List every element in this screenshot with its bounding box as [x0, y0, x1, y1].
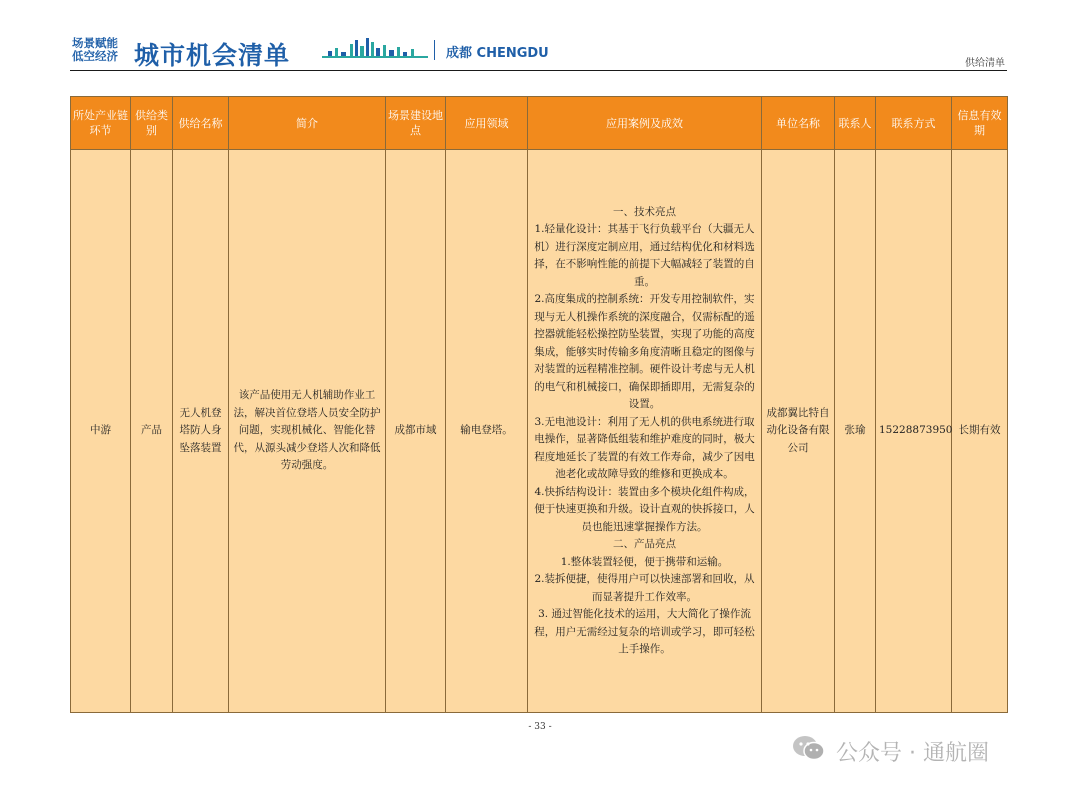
page-header	[70, 30, 1007, 71]
col-header-cases: 应用案例及成效	[528, 97, 762, 150]
col-header-location: 场景建设地点	[386, 97, 446, 150]
brand-slogan	[72, 37, 118, 63]
wechat-icon	[792, 734, 826, 768]
col-header-intro: 简介	[229, 97, 386, 150]
skyline-icon	[322, 36, 428, 66]
cell-intro: 该产品使用无人机辅助作业工法，解决首位登塔人员安全防护问题，实现机械化、智能化替代，从源头减少登塔人次和降低劳动强度。	[229, 150, 386, 713]
col-header-validity: 信息有效期	[952, 97, 1008, 150]
city-label: 成都 CHENGDU	[446, 46, 549, 61]
brand-line-1: 场景赋能	[72, 36, 118, 50]
case-line: 一、技术亮点	[613, 205, 676, 218]
watermark-text: 公众号 · 通航圈	[836, 740, 989, 766]
cell-location: 成都市域	[386, 150, 446, 713]
case-line: 2.高度集成的控制系统：开发专用控制软件，实现与无人机操作系统的深度融合，仅需标配的遥控器就能轻松操控防坠装置，实现了功能的高度集成，能够实时传输多角度清晰且稳定的图像与对装置的远程精准控制。硬件设计考虑与无人机的电气和机械接口，确保即插即用，无需复杂的设置。	[534, 293, 755, 410]
cell-category: 产品	[131, 150, 173, 713]
page-title: 城市机会清单	[134, 41, 291, 70]
cell-name: 无人机登塔防人身坠落装置	[173, 150, 229, 713]
table-header-row	[71, 97, 1008, 150]
col-header-name: 供给名称	[173, 97, 229, 150]
case-line: 3.无电池设计：利用了无人机的供电系统进行取电操作，显著降低组装和维护难度的同时，极大程度地延长了装置的有效工作寿命，减少了因电池老化或故障导致的维修和更换成本。	[534, 415, 755, 480]
cell-field: 输电登塔。	[446, 150, 528, 713]
cell-validity: 长期有效	[952, 150, 1008, 713]
case-line: 1.整体装置轻便，便于携带和运输。	[560, 555, 729, 568]
col-header-phone: 联系方式	[876, 97, 952, 150]
header-divider	[434, 40, 435, 60]
supply-table	[70, 96, 1008, 713]
case-line: 1.轻量化设计：其基于飞行负载平台（大疆无人机）进行深度定制应用，通过结构优化和材料选择，在不影响性能的前提下大幅减轻了装置的自重。	[534, 223, 755, 288]
watermark	[792, 734, 989, 768]
cell-company: 成都翼比特自动化设备有限公司	[762, 150, 835, 713]
case-line: 4.快拆结构设计：装置由多个模块化组件构成，便于快速更换和升级。设计直观的快拆接口，人员也能迅速掌握操作方法。	[534, 485, 755, 533]
cell-cases	[528, 150, 762, 713]
col-header-company: 单位名称	[762, 97, 835, 150]
case-line: 二、产品亮点	[613, 538, 676, 550]
cell-phone: 15228873950	[876, 150, 952, 713]
col-header-category: 供给类别	[131, 97, 173, 150]
corner-label: 供给清单	[965, 58, 1005, 69]
col-header-contact: 联系人	[835, 97, 876, 150]
brand-line-2: 低空经济	[72, 49, 118, 63]
cell-chain: 中游	[71, 150, 131, 713]
page-number: - 33 -	[528, 722, 552, 732]
case-line: 3. 通过智能化技术的运用，大大简化了操作流程，用户无需经过复杂的培训或学习，即可轻松上手操作。	[534, 608, 755, 655]
cell-contact: 张瑜	[835, 150, 876, 713]
col-header-field: 应用领域	[446, 97, 528, 150]
col-header-chain: 所处产业链环节	[71, 97, 131, 150]
case-line: 2.装拆便捷，使得用户可以快速部署和回收，从而显著提升工作效率。	[534, 573, 755, 603]
table-row	[71, 150, 1008, 713]
